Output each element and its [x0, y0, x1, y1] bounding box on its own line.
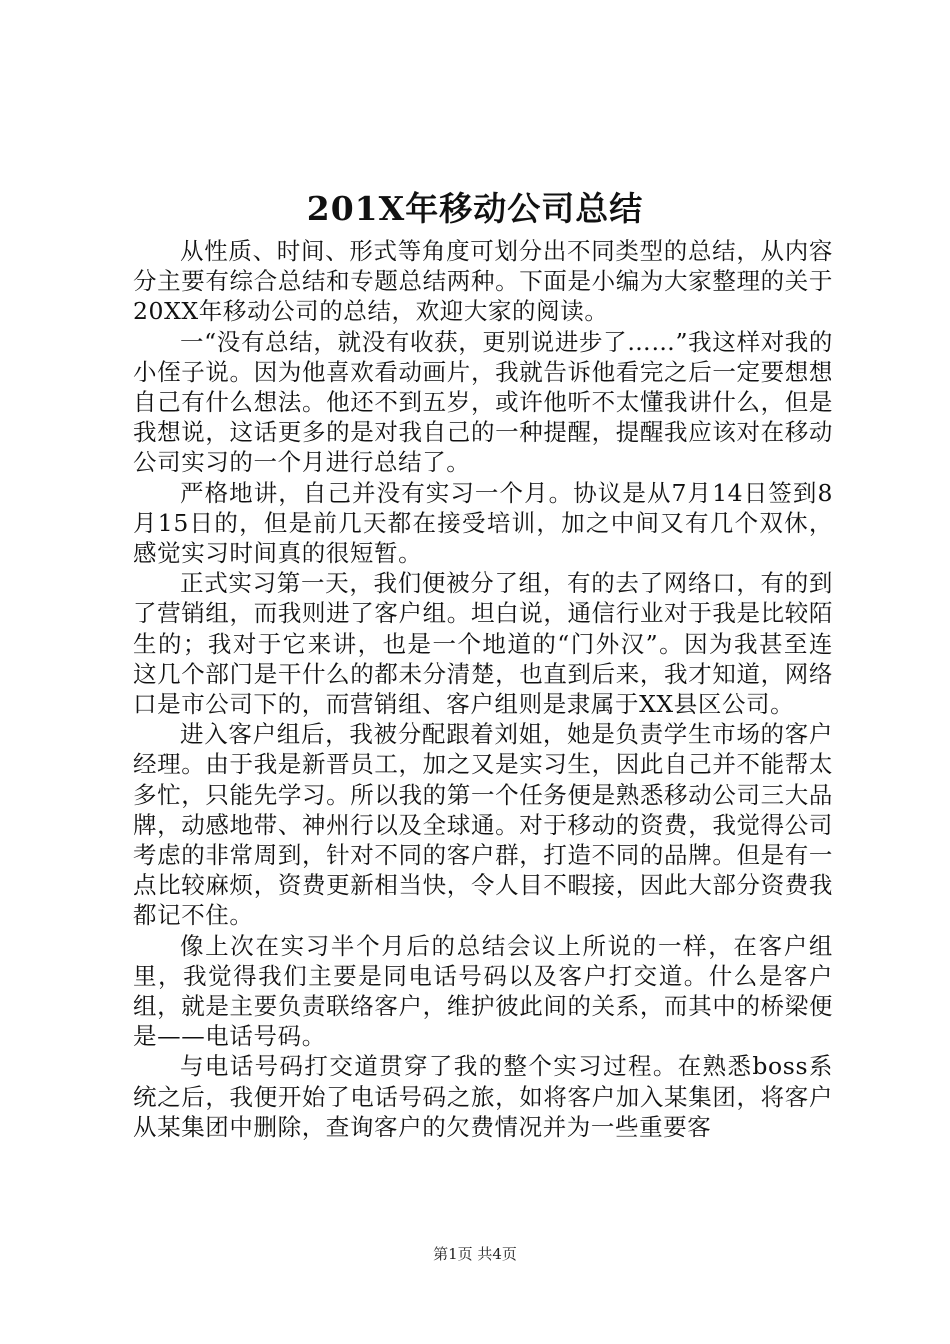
paragraph: 进入客户组后，我被分配跟着刘姐，她是负责学生市场的客户经理。由于我是新晋员工，加之又是实习生，因此自己并不能帮太多忙，只能先学习。所以我的第一个任务便是熟悉移动公司三大品牌，动感地带、神州行以及全球通。对于移动的资费，我觉得公司考虑的非常周到，针对不同的客户群，打造不同的品牌。但是有一点比较麻烦，资费更新相当快，令人目不暇接，因此大部分资费我都记不住。	[133, 720, 833, 930]
paragraph: 从性质、时间、形式等角度可划分出不同类型的总结，从内容分主要有综合总结和专题总结两种。下面是小编为大家整理的关于20XX年移动公司的总结，欢迎大家的阅读。	[133, 237, 833, 326]
page-number-footer: 第1页 共4页	[433, 1245, 517, 1263]
paragraph: 正式实习第一天，我们便被分了组，有的去了网络口，有的到了营销组，而我则进了客户组。坦白说，通信行业对于我是比较陌生的；我对于它来讲，也是一个地道的“门外汉”。因为我甚至连这几个部门是干什么的都未分清楚，也直到后来，我才知道，网络口是市公司下的，而营销组、客户组则是隶属于XX县区公司。	[133, 569, 833, 719]
paragraph: 严格地讲，自己并没有实习一个月。协议是从7月14日签到8月15日的，但是前几天都在接受培训，加之中间又有几个双休，感觉实习时间真的很短暂。	[133, 478, 833, 568]
paragraph: 与电话号码打交道贯穿了我的整个实习过程。在熟悉boss系统之后，我便开始了电话号码之旅，如将客户加入某集团，将客户从某集团中删除，查询客户的欠费情况并为一些重要客	[133, 1052, 833, 1141]
document-title: 201X年移动公司总结	[306, 189, 644, 228]
paragraph: 一“没有总结，就没有收获，更别说进步了……”我这样对我的小侄子说。因为他喜欢看动画片，我就告诉他看完之后一定要想想自己有什么想法。他还不到五岁，或许他听不太懂我讲什么，但是我想说，这话更多的是对我自己的一种提醒，提醒我应该对在移动公司实习的一个月进行总结了。	[133, 327, 833, 477]
document-body	[133, 236, 833, 1188]
paragraph: 像上次在实习半个月后的总结会议上所说的一样，在客户组里，我觉得我们主要是同电话号码以及客户打交道。什么是客户组，就是主要负责联络客户，维护彼此间的关系，而其中的桥梁便是——电话号码。	[133, 931, 833, 1051]
